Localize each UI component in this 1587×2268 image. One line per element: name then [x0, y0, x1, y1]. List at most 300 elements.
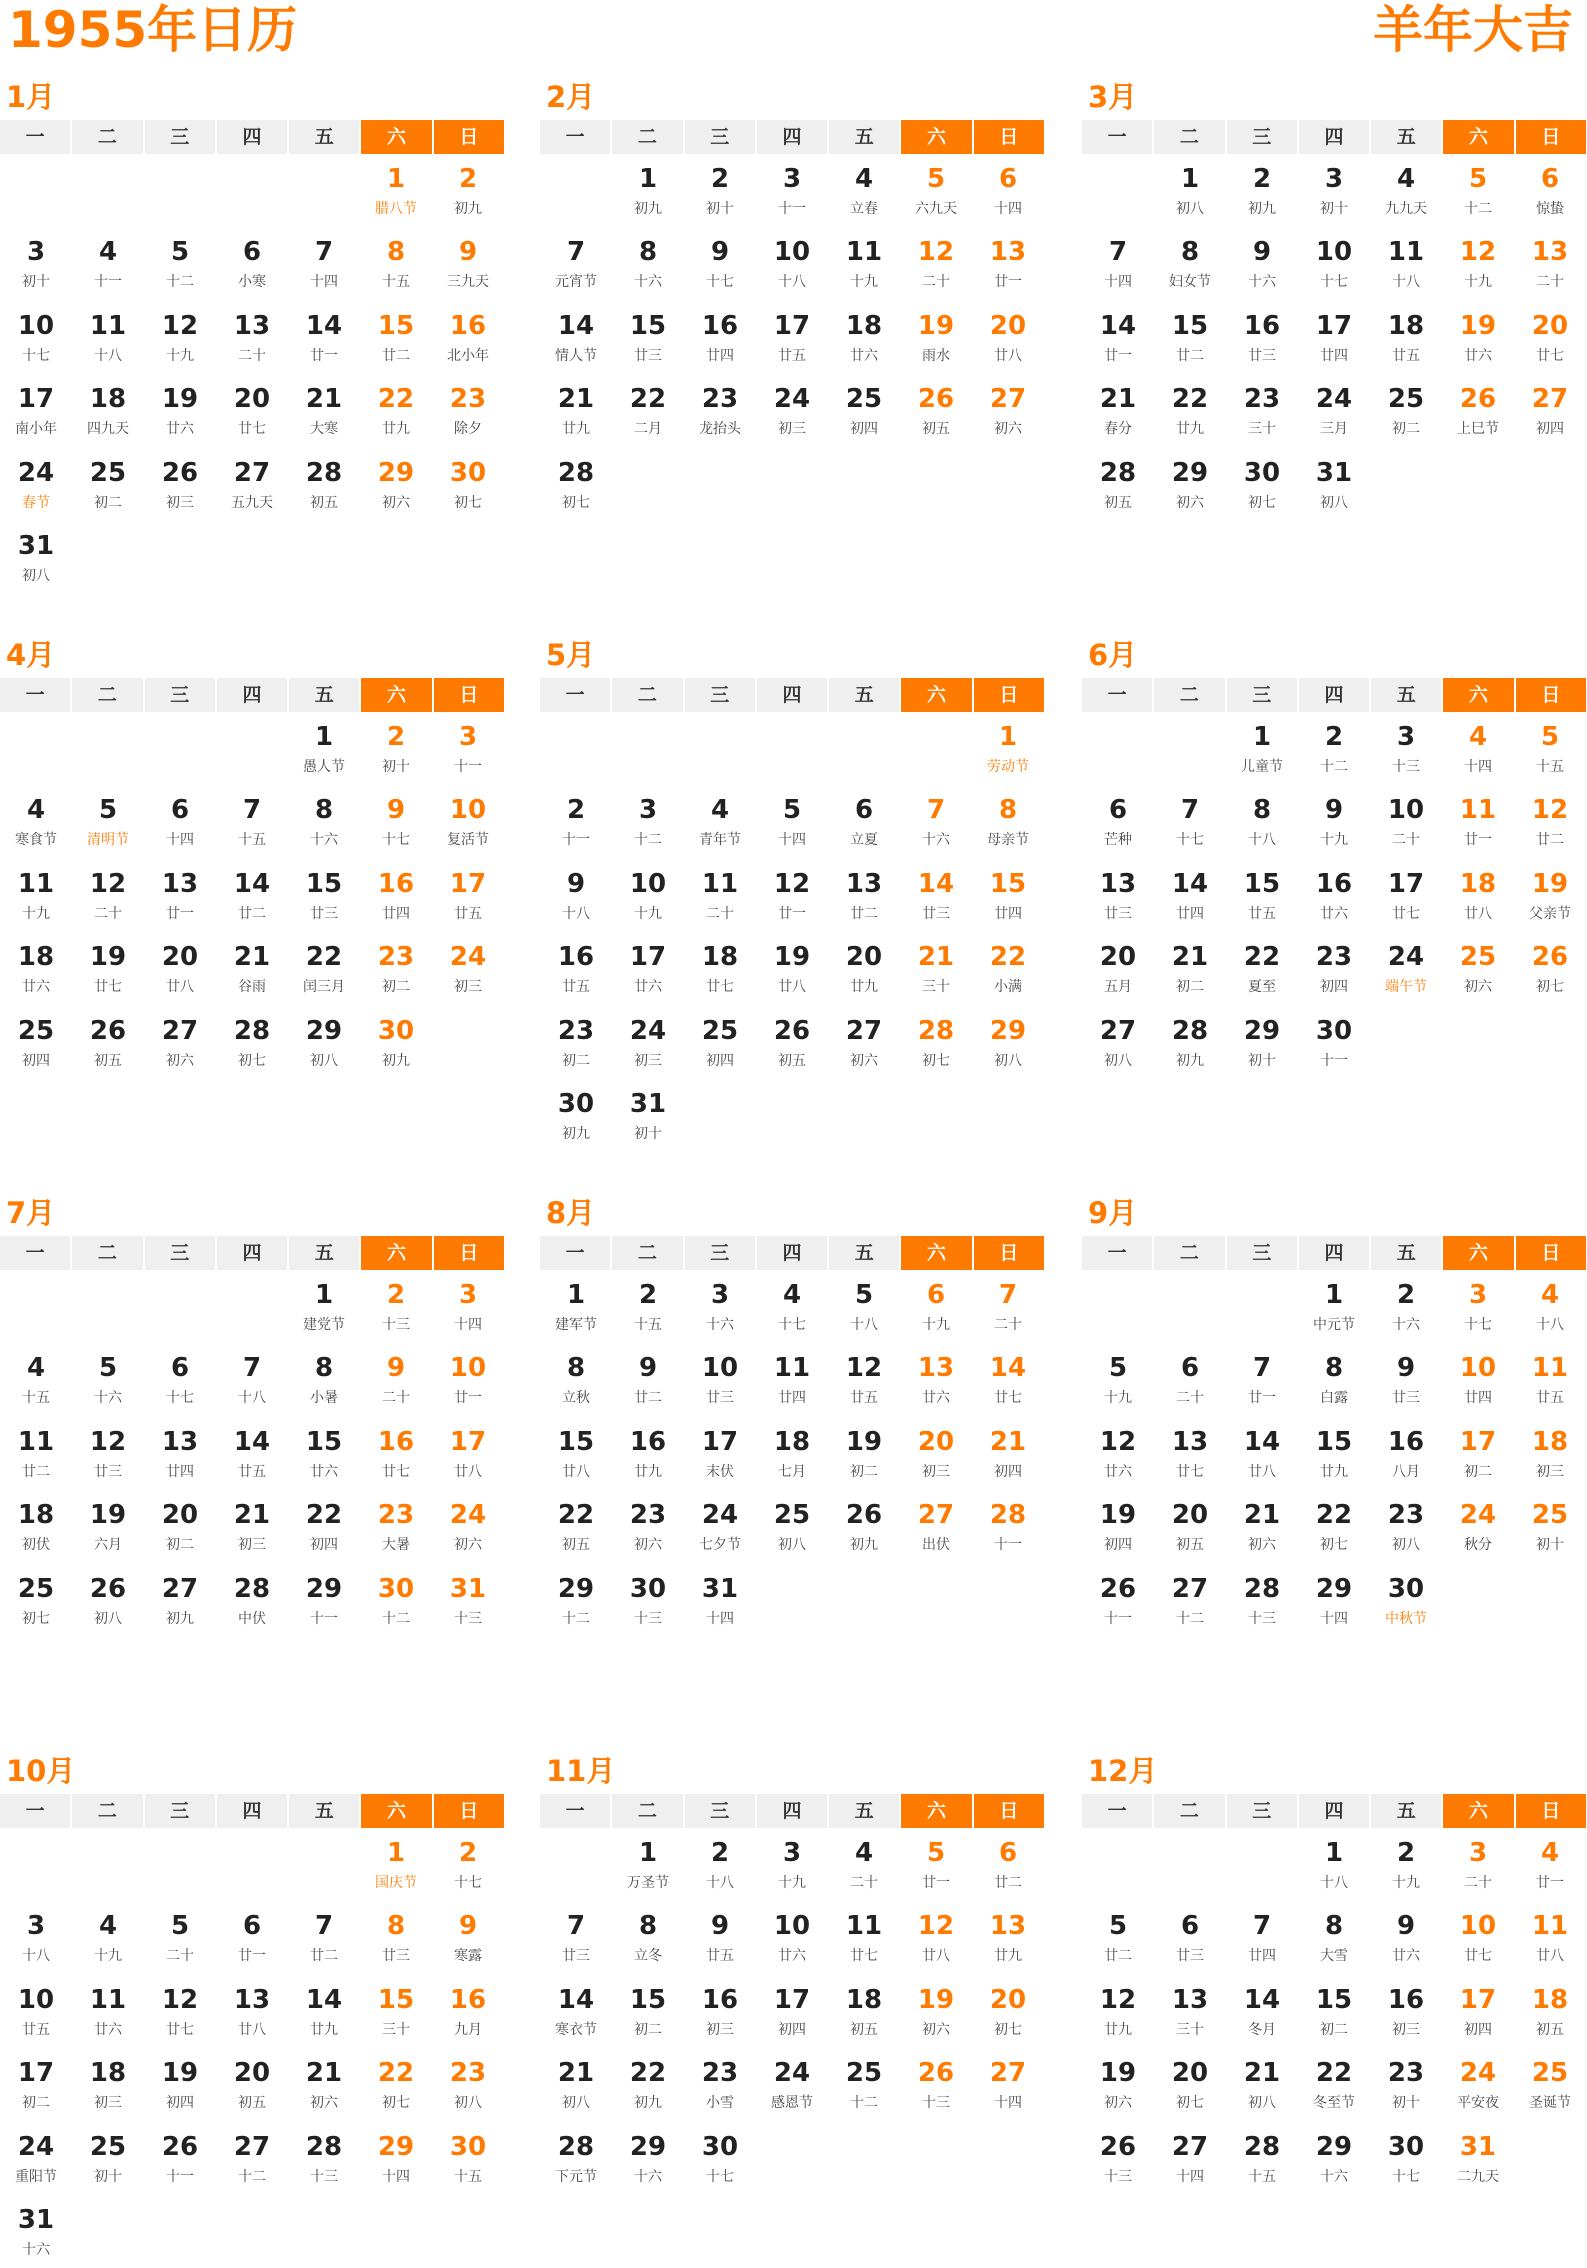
day-cell[interactable] [1154, 227, 1226, 300]
day-cell[interactable] [72, 2122, 144, 2195]
day-cell[interactable] [900, 859, 972, 932]
day-cell[interactable] [1370, 1564, 1442, 1637]
day-cell[interactable] [540, 1417, 612, 1490]
day-cell[interactable] [1442, 2122, 1514, 2195]
day-cell[interactable] [684, 1490, 756, 1563]
day-cell[interactable] [1226, 1343, 1298, 1416]
day-cell[interactable] [756, 1828, 828, 1901]
day-cell[interactable] [612, 301, 684, 374]
day-cell[interactable] [1370, 1901, 1442, 1974]
day-cell[interactable] [1082, 448, 1154, 521]
day-cell[interactable] [216, 1490, 288, 1563]
day-cell[interactable] [1370, 227, 1442, 300]
day-cell[interactable] [1442, 1343, 1514, 1416]
day-cell[interactable] [1154, 1975, 1226, 2048]
day-cell[interactable] [1226, 1975, 1298, 2048]
day-cell[interactable] [216, 785, 288, 858]
day-cell[interactable] [72, 1343, 144, 1416]
day-cell[interactable] [612, 2048, 684, 2121]
day-cell[interactable] [828, 227, 900, 300]
day-cell[interactable] [828, 1270, 900, 1343]
day-cell[interactable] [972, 1975, 1044, 2048]
day-cell[interactable] [900, 227, 972, 300]
day-cell[interactable] [360, 1564, 432, 1637]
day-cell[interactable] [1226, 1901, 1298, 1974]
day-cell[interactable] [72, 785, 144, 858]
day-cell[interactable] [900, 1975, 972, 2048]
day-cell[interactable] [1298, 1564, 1370, 1637]
day-cell[interactable] [0, 1343, 72, 1416]
day-cell[interactable] [1226, 154, 1298, 227]
day-cell[interactable] [1370, 1270, 1442, 1343]
day-cell[interactable] [1082, 1901, 1154, 1974]
day-cell[interactable] [1370, 2048, 1442, 2121]
day-cell[interactable] [1442, 1901, 1514, 1974]
day-cell[interactable] [432, 1828, 504, 1901]
day-cell[interactable] [972, 932, 1044, 1005]
day-cell[interactable] [360, 301, 432, 374]
day-cell[interactable] [1226, 374, 1298, 447]
day-cell[interactable] [1226, 785, 1298, 858]
day-cell[interactable] [612, 1006, 684, 1079]
day-cell[interactable] [1298, 1006, 1370, 1079]
day-cell[interactable] [540, 374, 612, 447]
day-cell[interactable] [1442, 2048, 1514, 2121]
day-cell[interactable] [540, 1079, 612, 1152]
day-cell[interactable] [756, 785, 828, 858]
day-cell[interactable] [1514, 1901, 1586, 1974]
day-cell[interactable] [612, 154, 684, 227]
day-cell[interactable] [72, 448, 144, 521]
day-cell[interactable] [72, 374, 144, 447]
day-cell[interactable] [0, 2122, 72, 2195]
day-cell[interactable] [1514, 374, 1586, 447]
day-cell[interactable] [972, 154, 1044, 227]
day-cell[interactable] [432, 1270, 504, 1343]
day-cell[interactable] [288, 1270, 360, 1343]
day-cell[interactable] [144, 1975, 216, 2048]
day-cell[interactable] [360, 227, 432, 300]
day-cell[interactable] [1226, 2048, 1298, 2121]
day-cell[interactable] [1226, 227, 1298, 300]
day-cell[interactable] [1514, 1417, 1586, 1490]
day-cell[interactable] [684, 1417, 756, 1490]
day-cell[interactable] [1514, 2048, 1586, 2121]
day-cell[interactable] [144, 785, 216, 858]
day-cell[interactable] [1298, 448, 1370, 521]
day-cell[interactable] [828, 1490, 900, 1563]
day-cell[interactable] [216, 301, 288, 374]
day-cell[interactable] [432, 1564, 504, 1637]
day-cell[interactable] [1082, 1490, 1154, 1563]
day-cell[interactable] [72, 301, 144, 374]
day-cell[interactable] [540, 448, 612, 521]
day-cell[interactable] [1154, 932, 1226, 1005]
day-cell[interactable] [540, 227, 612, 300]
day-cell[interactable] [1370, 301, 1442, 374]
day-cell[interactable] [288, 448, 360, 521]
day-cell[interactable] [900, 1006, 972, 1079]
day-cell[interactable] [288, 2048, 360, 2121]
day-cell[interactable] [1082, 1564, 1154, 1637]
day-cell[interactable] [612, 932, 684, 1005]
day-cell[interactable] [432, 859, 504, 932]
day-cell[interactable] [1514, 227, 1586, 300]
day-cell[interactable] [612, 785, 684, 858]
day-cell[interactable] [288, 227, 360, 300]
day-cell[interactable] [1154, 448, 1226, 521]
day-cell[interactable] [1514, 154, 1586, 227]
day-cell[interactable] [216, 1901, 288, 1974]
day-cell[interactable] [540, 1564, 612, 1637]
day-cell[interactable] [1154, 785, 1226, 858]
day-cell[interactable] [432, 785, 504, 858]
day-cell[interactable] [1082, 932, 1154, 1005]
day-cell[interactable] [972, 1828, 1044, 1901]
day-cell[interactable] [1514, 1975, 1586, 2048]
day-cell[interactable] [1370, 712, 1442, 785]
day-cell[interactable] [360, 2122, 432, 2195]
day-cell[interactable] [0, 1975, 72, 2048]
day-cell[interactable] [900, 2048, 972, 2121]
day-cell[interactable] [216, 374, 288, 447]
day-cell[interactable] [0, 448, 72, 521]
day-cell[interactable] [216, 1564, 288, 1637]
day-cell[interactable] [1514, 859, 1586, 932]
day-cell[interactable] [900, 1828, 972, 1901]
day-cell[interactable] [360, 785, 432, 858]
day-cell[interactable] [288, 1901, 360, 1974]
day-cell[interactable] [432, 448, 504, 521]
day-cell[interactable] [1082, 1006, 1154, 1079]
day-cell[interactable] [756, 1006, 828, 1079]
day-cell[interactable] [1298, 712, 1370, 785]
day-cell[interactable] [612, 1828, 684, 1901]
day-cell[interactable] [684, 374, 756, 447]
day-cell[interactable] [1082, 2048, 1154, 2121]
day-cell[interactable] [684, 2122, 756, 2195]
day-cell[interactable] [0, 301, 72, 374]
day-cell[interactable] [1298, 1417, 1370, 1490]
day-cell[interactable] [1226, 1006, 1298, 1079]
day-cell[interactable] [216, 1417, 288, 1490]
day-cell[interactable] [1154, 1490, 1226, 1563]
day-cell[interactable] [360, 1417, 432, 1490]
day-cell[interactable] [684, 2048, 756, 2121]
day-cell[interactable] [0, 1417, 72, 1490]
day-cell[interactable] [288, 374, 360, 447]
day-cell[interactable] [828, 1343, 900, 1416]
day-cell[interactable] [0, 521, 72, 594]
day-cell[interactable] [72, 1901, 144, 1974]
day-cell[interactable] [360, 932, 432, 1005]
day-cell[interactable] [1154, 2122, 1226, 2195]
day-cell[interactable] [1154, 1417, 1226, 1490]
day-cell[interactable] [1154, 1901, 1226, 1974]
day-cell[interactable] [216, 1006, 288, 1079]
day-cell[interactable] [1442, 227, 1514, 300]
day-cell[interactable] [1154, 1564, 1226, 1637]
day-cell[interactable] [612, 1901, 684, 1974]
day-cell[interactable] [1298, 1975, 1370, 2048]
day-cell[interactable] [288, 712, 360, 785]
day-cell[interactable] [900, 1417, 972, 1490]
day-cell[interactable] [1226, 301, 1298, 374]
day-cell[interactable] [684, 1564, 756, 1637]
day-cell[interactable] [612, 1490, 684, 1563]
day-cell[interactable] [432, 1417, 504, 1490]
day-cell[interactable] [972, 785, 1044, 858]
day-cell[interactable] [756, 154, 828, 227]
day-cell[interactable] [1082, 1343, 1154, 1416]
day-cell[interactable] [288, 1975, 360, 2048]
day-cell[interactable] [540, 1006, 612, 1079]
day-cell[interactable] [1226, 859, 1298, 932]
day-cell[interactable] [1154, 1343, 1226, 1416]
day-cell[interactable] [0, 2195, 72, 2268]
day-cell[interactable] [828, 785, 900, 858]
day-cell[interactable] [540, 1343, 612, 1416]
day-cell[interactable] [612, 1079, 684, 1152]
day-cell[interactable] [432, 2122, 504, 2195]
day-cell[interactable] [540, 1270, 612, 1343]
day-cell[interactable] [1370, 154, 1442, 227]
day-cell[interactable] [684, 227, 756, 300]
day-cell[interactable] [72, 1564, 144, 1637]
day-cell[interactable] [1154, 374, 1226, 447]
day-cell[interactable] [900, 154, 972, 227]
day-cell[interactable] [0, 785, 72, 858]
day-cell[interactable] [432, 712, 504, 785]
day-cell[interactable] [72, 1490, 144, 1563]
day-cell[interactable] [72, 1417, 144, 1490]
day-cell[interactable] [360, 1490, 432, 1563]
day-cell[interactable] [1082, 1417, 1154, 1490]
day-cell[interactable] [684, 1006, 756, 1079]
day-cell[interactable] [432, 1490, 504, 1563]
day-cell[interactable] [900, 1270, 972, 1343]
day-cell[interactable] [360, 1975, 432, 2048]
day-cell[interactable] [288, 785, 360, 858]
day-cell[interactable] [828, 301, 900, 374]
day-cell[interactable] [0, 227, 72, 300]
day-cell[interactable] [1226, 1564, 1298, 1637]
day-cell[interactable] [972, 859, 1044, 932]
day-cell[interactable] [360, 1270, 432, 1343]
day-cell[interactable] [360, 712, 432, 785]
day-cell[interactable] [432, 154, 504, 227]
day-cell[interactable] [432, 1343, 504, 1416]
day-cell[interactable] [540, 859, 612, 932]
day-cell[interactable] [1442, 932, 1514, 1005]
day-cell[interactable] [216, 1975, 288, 2048]
day-cell[interactable] [1442, 1417, 1514, 1490]
day-cell[interactable] [72, 932, 144, 1005]
day-cell[interactable] [684, 154, 756, 227]
day-cell[interactable] [612, 1417, 684, 1490]
day-cell[interactable] [612, 374, 684, 447]
day-cell[interactable] [216, 859, 288, 932]
day-cell[interactable] [1442, 859, 1514, 932]
day-cell[interactable] [0, 859, 72, 932]
day-cell[interactable] [72, 227, 144, 300]
day-cell[interactable] [1514, 1343, 1586, 1416]
day-cell[interactable] [756, 1901, 828, 1974]
day-cell[interactable] [288, 1006, 360, 1079]
day-cell[interactable] [72, 859, 144, 932]
day-cell[interactable] [1442, 1490, 1514, 1563]
day-cell[interactable] [1082, 859, 1154, 932]
day-cell[interactable] [1226, 712, 1298, 785]
day-cell[interactable] [1370, 785, 1442, 858]
day-cell[interactable] [72, 1006, 144, 1079]
day-cell[interactable] [144, 227, 216, 300]
day-cell[interactable] [684, 1270, 756, 1343]
day-cell[interactable] [1298, 932, 1370, 1005]
day-cell[interactable] [0, 1006, 72, 1079]
day-cell[interactable] [1442, 1270, 1514, 1343]
day-cell[interactable] [900, 932, 972, 1005]
day-cell[interactable] [756, 1343, 828, 1416]
day-cell[interactable] [684, 1901, 756, 1974]
day-cell[interactable] [684, 785, 756, 858]
day-cell[interactable] [972, 1270, 1044, 1343]
day-cell[interactable] [1298, 1901, 1370, 1974]
day-cell[interactable] [756, 859, 828, 932]
day-cell[interactable] [144, 1006, 216, 1079]
day-cell[interactable] [144, 1343, 216, 1416]
day-cell[interactable] [144, 932, 216, 1005]
day-cell[interactable] [1154, 154, 1226, 227]
day-cell[interactable] [1082, 374, 1154, 447]
day-cell[interactable] [1370, 859, 1442, 932]
day-cell[interactable] [360, 448, 432, 521]
day-cell[interactable] [972, 227, 1044, 300]
day-cell[interactable] [1442, 785, 1514, 858]
day-cell[interactable] [1514, 712, 1586, 785]
day-cell[interactable] [288, 2122, 360, 2195]
day-cell[interactable] [1370, 2122, 1442, 2195]
day-cell[interactable] [0, 932, 72, 1005]
day-cell[interactable] [756, 932, 828, 1005]
day-cell[interactable] [144, 1490, 216, 1563]
day-cell[interactable] [828, 1006, 900, 1079]
day-cell[interactable] [432, 1975, 504, 2048]
day-cell[interactable] [972, 301, 1044, 374]
day-cell[interactable] [900, 374, 972, 447]
day-cell[interactable] [432, 301, 504, 374]
day-cell[interactable] [288, 1564, 360, 1637]
day-cell[interactable] [1154, 301, 1226, 374]
day-cell[interactable] [288, 1490, 360, 1563]
day-cell[interactable] [756, 1975, 828, 2048]
day-cell[interactable] [1226, 932, 1298, 1005]
day-cell[interactable] [360, 1901, 432, 1974]
day-cell[interactable] [828, 1901, 900, 1974]
day-cell[interactable] [1154, 2048, 1226, 2121]
day-cell[interactable] [1514, 1270, 1586, 1343]
day-cell[interactable] [900, 1343, 972, 1416]
day-cell[interactable] [1226, 2122, 1298, 2195]
day-cell[interactable] [684, 859, 756, 932]
day-cell[interactable] [0, 1564, 72, 1637]
day-cell[interactable] [1514, 785, 1586, 858]
day-cell[interactable] [288, 859, 360, 932]
day-cell[interactable] [288, 1343, 360, 1416]
day-cell[interactable] [1082, 1975, 1154, 2048]
day-cell[interactable] [288, 301, 360, 374]
day-cell[interactable] [972, 1006, 1044, 1079]
day-cell[interactable] [216, 932, 288, 1005]
day-cell[interactable] [1514, 1828, 1586, 1901]
day-cell[interactable] [1298, 2048, 1370, 2121]
day-cell[interactable] [612, 1343, 684, 1416]
day-cell[interactable] [432, 2048, 504, 2121]
day-cell[interactable] [972, 1343, 1044, 1416]
day-cell[interactable] [1298, 1490, 1370, 1563]
day-cell[interactable] [972, 712, 1044, 785]
day-cell[interactable] [1442, 712, 1514, 785]
day-cell[interactable] [756, 2048, 828, 2121]
day-cell[interactable] [144, 2048, 216, 2121]
day-cell[interactable] [360, 1343, 432, 1416]
day-cell[interactable] [1298, 1343, 1370, 1416]
day-cell[interactable] [828, 932, 900, 1005]
day-cell[interactable] [144, 1564, 216, 1637]
day-cell[interactable] [540, 1901, 612, 1974]
day-cell[interactable] [1298, 1828, 1370, 1901]
day-cell[interactable] [0, 374, 72, 447]
day-cell[interactable] [1298, 227, 1370, 300]
day-cell[interactable] [1442, 1828, 1514, 1901]
day-cell[interactable] [1154, 859, 1226, 932]
day-cell[interactable] [1370, 1343, 1442, 1416]
day-cell[interactable] [756, 227, 828, 300]
day-cell[interactable] [1514, 301, 1586, 374]
day-cell[interactable] [360, 859, 432, 932]
day-cell[interactable] [432, 374, 504, 447]
day-cell[interactable] [144, 448, 216, 521]
day-cell[interactable] [828, 1417, 900, 1490]
day-cell[interactable] [1082, 2122, 1154, 2195]
day-cell[interactable] [540, 1975, 612, 2048]
day-cell[interactable] [1298, 301, 1370, 374]
day-cell[interactable] [972, 1901, 1044, 1974]
day-cell[interactable] [612, 1270, 684, 1343]
day-cell[interactable] [612, 859, 684, 932]
day-cell[interactable] [756, 374, 828, 447]
day-cell[interactable] [1370, 1828, 1442, 1901]
day-cell[interactable] [1442, 374, 1514, 447]
day-cell[interactable] [72, 2048, 144, 2121]
day-cell[interactable] [756, 1417, 828, 1490]
day-cell[interactable] [1370, 1490, 1442, 1563]
day-cell[interactable] [684, 932, 756, 1005]
day-cell[interactable] [900, 785, 972, 858]
day-cell[interactable] [1514, 1490, 1586, 1563]
day-cell[interactable] [540, 301, 612, 374]
day-cell[interactable] [612, 227, 684, 300]
day-cell[interactable] [144, 859, 216, 932]
day-cell[interactable] [144, 1417, 216, 1490]
day-cell[interactable] [1226, 448, 1298, 521]
day-cell[interactable] [1298, 374, 1370, 447]
day-cell[interactable] [756, 1270, 828, 1343]
day-cell[interactable] [432, 932, 504, 1005]
day-cell[interactable] [360, 2048, 432, 2121]
day-cell[interactable] [432, 227, 504, 300]
day-cell[interactable] [72, 1975, 144, 2048]
